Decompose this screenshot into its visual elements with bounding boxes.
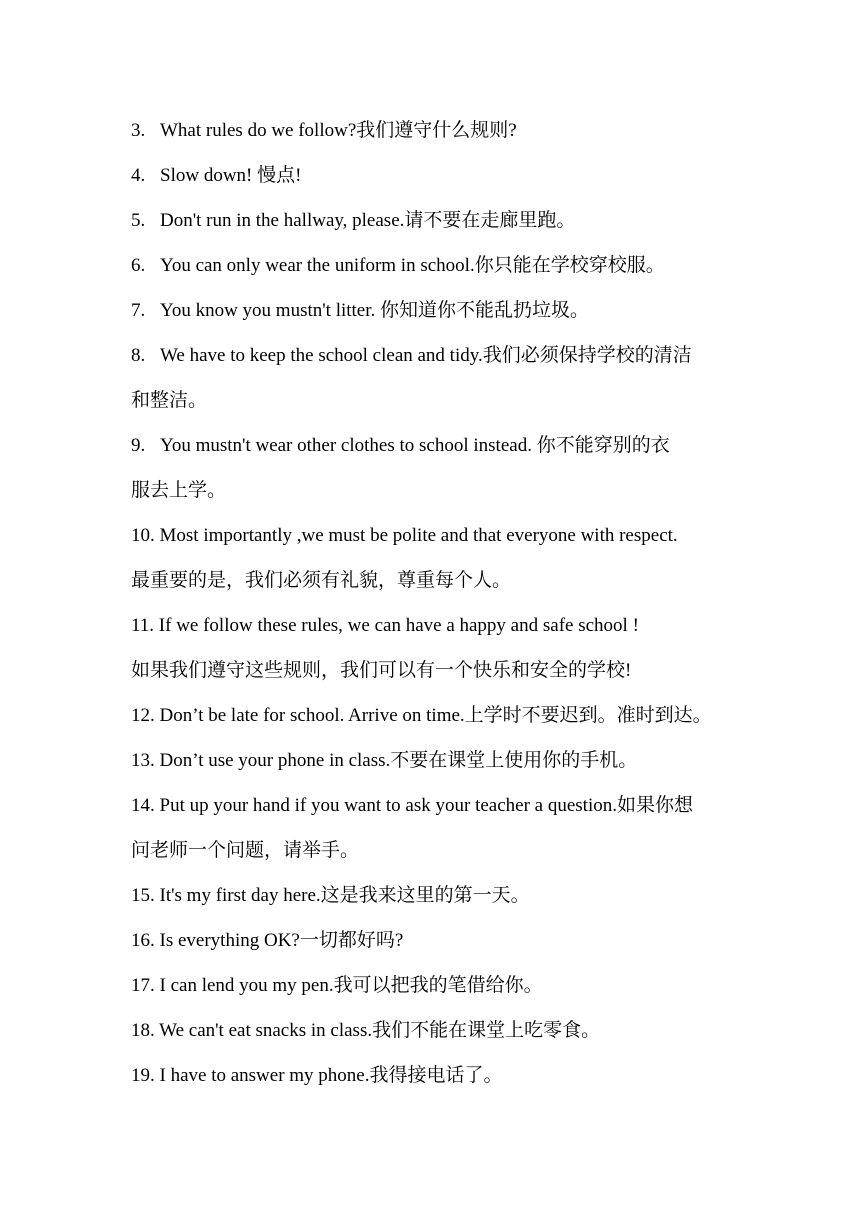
sentence-continuation [131, 468, 741, 513]
item-number: 12. [131, 705, 155, 726]
sentence-text: Don't run in the hallway, please.请不要在走廊里跑。 [160, 210, 576, 231]
list-item [131, 333, 741, 423]
sentence-line [131, 288, 741, 333]
list-item [131, 873, 741, 918]
sentence-line [131, 1008, 741, 1053]
list-item [131, 198, 741, 243]
list-item [131, 738, 741, 783]
item-number: 15. [131, 885, 155, 906]
sentence-continuation [131, 378, 741, 423]
item-number: 11. [131, 615, 155, 636]
sentence-line [131, 108, 741, 153]
sentence-text: 和整洁。 [131, 390, 208, 411]
list-item [131, 423, 741, 513]
sentence-text: You mustn't wear other clothes to school instead. 你不能穿别的衣 [160, 435, 670, 456]
list-item [131, 153, 741, 198]
sentence-line [131, 1053, 741, 1098]
sentence-line [131, 873, 741, 918]
sentence-text: 服去上学。 [131, 480, 227, 501]
sentence-continuation [131, 648, 741, 693]
item-number: 4. [131, 165, 146, 186]
item-number: 18. [131, 1020, 155, 1041]
sentence-line [131, 963, 741, 1008]
sentence-line [131, 693, 741, 738]
sentence-line [131, 243, 741, 288]
list-item [131, 513, 741, 603]
sentence-line [131, 738, 741, 783]
sentence-text: Don’t use your phone in class.不要在课堂上使用你的手机。 [159, 750, 638, 771]
sentence-text: We can't eat snacks in class.我们不能在课堂上吃零食。 [159, 1020, 601, 1041]
sentence-line [131, 783, 741, 828]
sentence-line [131, 423, 741, 468]
list-item [131, 783, 741, 873]
sentence-text: Slow down! 慢点! [160, 165, 302, 186]
item-number: 9. [131, 435, 146, 456]
item-number: 6. [131, 255, 146, 276]
sentence-text: We have to keep the school clean and tidy.我们必须保持学校的清洁 [160, 345, 692, 366]
item-number: 14. [131, 795, 155, 816]
sentence-line [131, 198, 741, 243]
sentence-text: 问老师一个问题，请举手。 [131, 840, 360, 861]
sentence-text: Most importantly ,we must be polite and that everyone with respect. [159, 525, 678, 546]
sentence-line [131, 153, 741, 198]
sentence-line [131, 918, 741, 963]
sentence-text: 最重要的是，我们必须有礼貌，尊重每个人。 [131, 570, 512, 591]
list-item [131, 693, 741, 738]
sentence-line [131, 513, 741, 558]
sentence-text: If we follow these rules, we can have a happy and safe school ! [158, 615, 639, 636]
sentence-text: What rules do we follow?我们遵守什么规则? [160, 120, 517, 141]
list-item [131, 963, 741, 1008]
sentence-line [131, 333, 741, 378]
item-number: 7. [131, 300, 146, 321]
item-number: 13. [131, 750, 155, 771]
sentence-list [131, 108, 741, 1098]
sentence-continuation [131, 828, 741, 873]
list-item [131, 603, 741, 693]
list-item [131, 108, 741, 153]
sentence-continuation [131, 558, 741, 603]
sentence-text: You can only wear the uniform in school.你只能在学校穿校服。 [160, 255, 665, 276]
sentence-text: I have to answer my phone.我得接电话了。 [159, 1065, 503, 1086]
sentence-text: I can lend you my pen.我可以把我的笔借给你。 [159, 975, 543, 996]
list-item [131, 1008, 741, 1053]
item-number: 17. [131, 975, 155, 996]
sentence-text: You know you mustn't litter. 你知道你不能乱扔垃圾。 [160, 300, 590, 321]
sentence-line [131, 603, 741, 648]
item-number: 10. [131, 525, 155, 546]
item-number: 19. [131, 1065, 155, 1086]
item-number: 8. [131, 345, 146, 366]
sentence-text: Put up your hand if you want to ask your teacher a question.如果你想 [159, 795, 693, 816]
item-number: 5. [131, 210, 146, 231]
item-number: 16. [131, 930, 155, 951]
list-item [131, 288, 741, 333]
list-item [131, 1053, 741, 1098]
list-item [131, 243, 741, 288]
sentence-text: 如果我们遵守这些规则，我们可以有一个快乐和安全的学校! [131, 660, 632, 681]
list-item [131, 918, 741, 963]
sentence-text: Don’t be late for school. Arrive on time.上学时不要迟到。准时到达。 [159, 705, 712, 726]
sentence-text: It's my first day here.这是我来这里的第一天。 [159, 885, 530, 906]
sentence-text: Is everything OK?一切都好吗? [159, 930, 404, 951]
item-number: 3. [131, 120, 146, 141]
